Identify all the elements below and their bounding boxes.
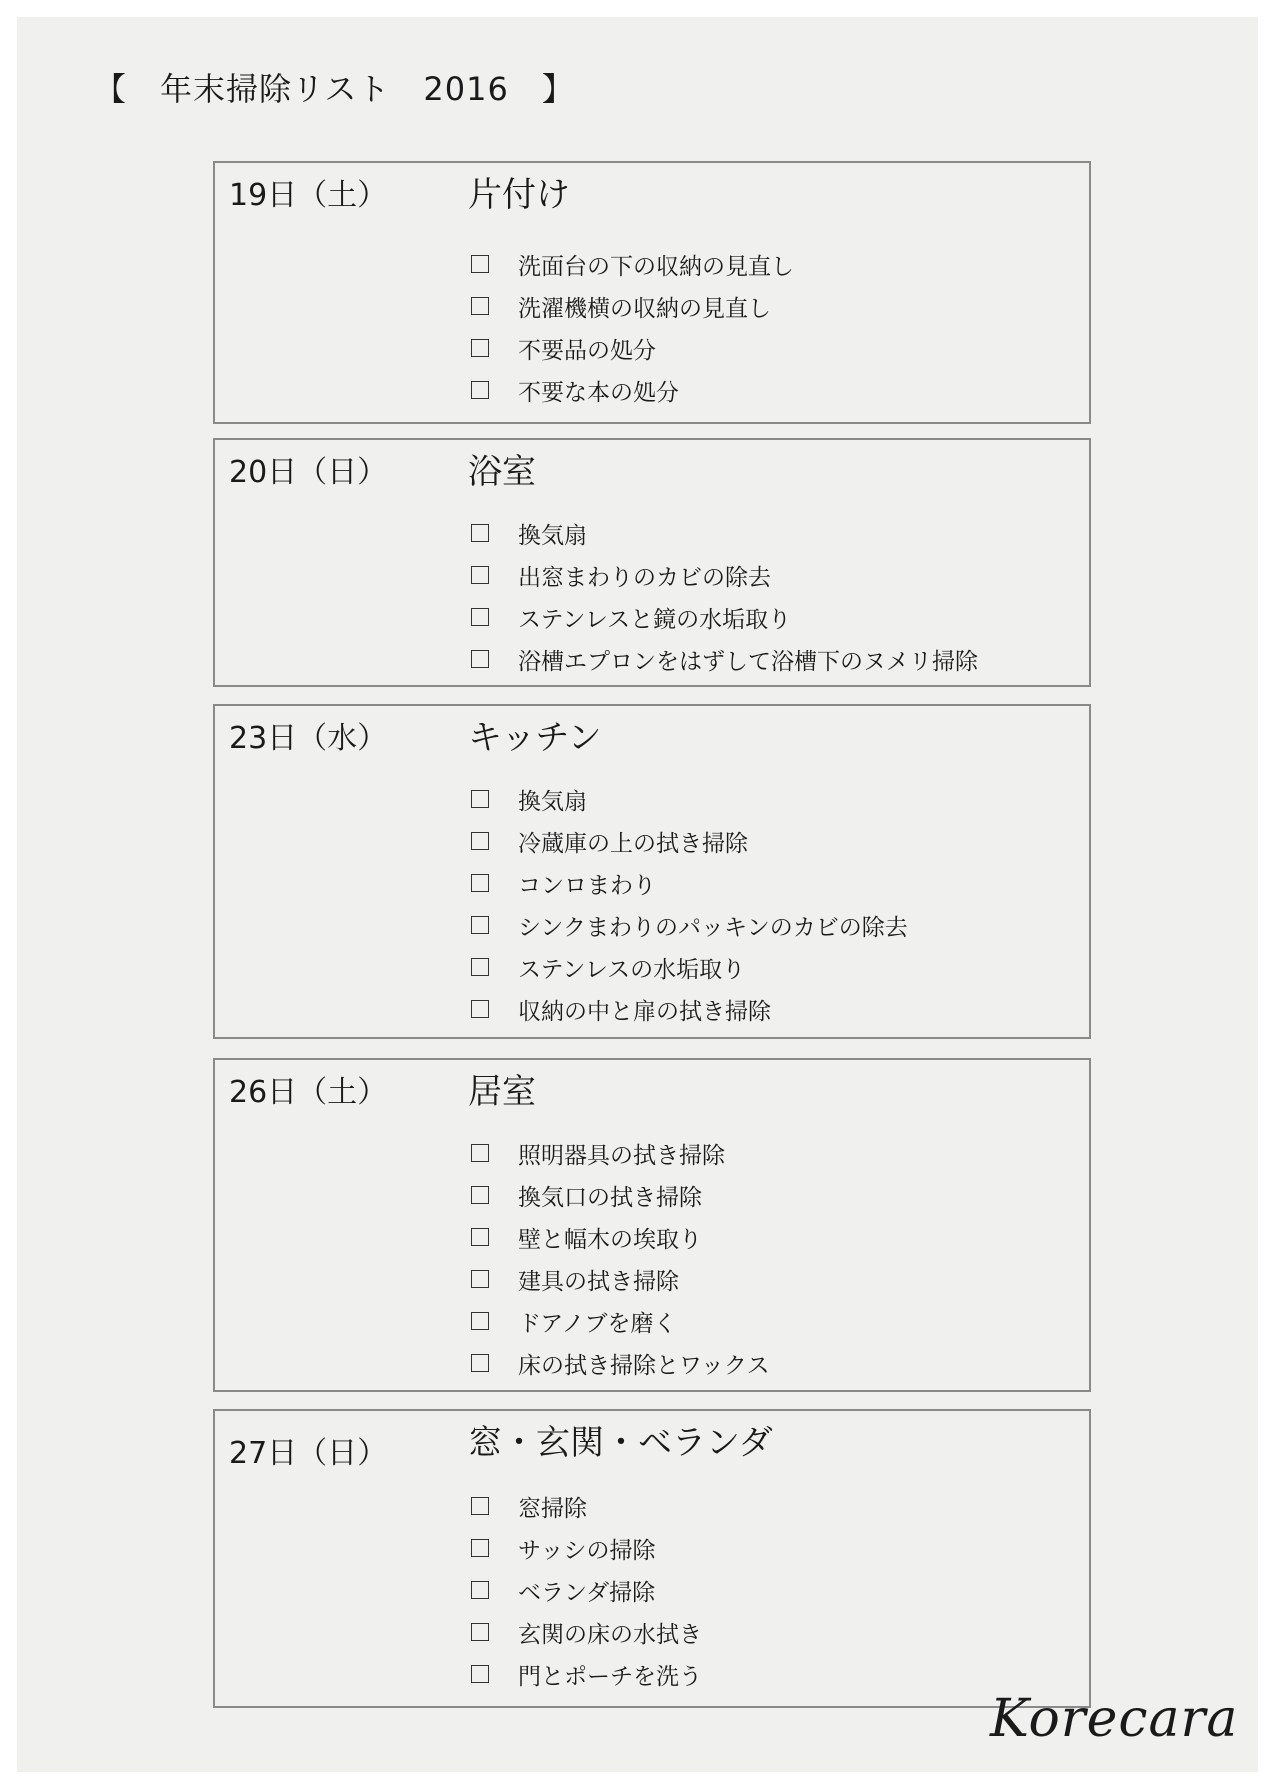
list-item: [471, 1485, 702, 1527]
section-date: 19日（土）: [229, 178, 388, 213]
checkbox-icon[interactable]: [471, 1000, 489, 1018]
list-item: [471, 1300, 770, 1342]
list-item: [471, 1174, 770, 1216]
list-item: [471, 1216, 770, 1258]
checkbox-icon[interactable]: [471, 1270, 489, 1288]
checkbox-icon[interactable]: [471, 1186, 489, 1204]
item-label: ドアノブを磨く: [518, 1310, 677, 1337]
item-label: 換気扇: [518, 522, 587, 549]
list-item: [471, 988, 908, 1030]
item-label: 洗面台の下の収納の見直し: [518, 253, 794, 280]
checkbox-icon[interactable]: [471, 1228, 489, 1246]
checkbox-icon[interactable]: [471, 566, 489, 584]
checkbox-icon[interactable]: [471, 832, 489, 850]
checklist: [471, 1132, 770, 1384]
checkbox-icon[interactable]: [471, 1497, 489, 1515]
checkbox-icon[interactable]: [471, 1623, 489, 1641]
item-label: ステンレスと鏡の水垢取り: [518, 606, 792, 633]
brand-signature: Korecara: [990, 1689, 1239, 1749]
checkbox-icon[interactable]: [471, 916, 489, 934]
item-label: 不要な本の処分: [518, 379, 679, 406]
item-label: 収納の中と扉の拭き掃除: [518, 998, 771, 1025]
item-label: 不要品の処分: [518, 337, 656, 364]
item-label: 照明器具の拭き掃除: [518, 1142, 725, 1169]
item-label: 冷蔵庫の上の拭き掃除: [518, 830, 748, 857]
list-item: [471, 778, 908, 820]
checkbox-icon[interactable]: [471, 255, 489, 273]
list-item: [471, 1132, 770, 1174]
checkbox-icon[interactable]: [471, 958, 489, 976]
list-item: [471, 596, 978, 638]
item-label: 門とポーチを洗う: [518, 1663, 702, 1690]
document-page: [17, 17, 1258, 1772]
list-item: [471, 862, 908, 904]
section-date: 23日（水）: [229, 721, 388, 756]
checkbox-icon[interactable]: [471, 381, 489, 399]
section-living-room: [213, 1058, 1091, 1392]
checkbox-icon[interactable]: [471, 650, 489, 668]
section-heading: キッチン: [468, 718, 602, 758]
checkbox-icon[interactable]: [471, 524, 489, 542]
checkbox-icon[interactable]: [471, 874, 489, 892]
list-item: [471, 1569, 702, 1611]
list-item: [471, 1611, 702, 1653]
list-item: [471, 512, 978, 554]
item-label: 換気扇: [518, 788, 587, 815]
checklist: [471, 243, 794, 411]
section-heading: 片付け: [468, 175, 570, 215]
section-heading: 窓・玄関・ベランダ: [468, 1423, 773, 1463]
section-window-entrance-veranda: [213, 1409, 1091, 1708]
checkbox-icon[interactable]: [471, 608, 489, 626]
checkbox-icon[interactable]: [471, 297, 489, 315]
list-item: [471, 904, 908, 946]
section-heading: 居室: [468, 1072, 536, 1112]
checkbox-icon[interactable]: [471, 1144, 489, 1162]
list-item: [471, 946, 908, 988]
list-item: [471, 243, 794, 285]
item-label: 浴槽エプロンをはずして浴槽下のヌメリ掃除: [518, 648, 978, 675]
checkbox-icon[interactable]: [471, 1581, 489, 1599]
checklist: [471, 1485, 702, 1695]
list-item: [471, 327, 794, 369]
list-item: [471, 1258, 770, 1300]
item-label: 換気口の拭き掃除: [518, 1184, 702, 1211]
section-date: 26日（土）: [229, 1075, 388, 1110]
item-label: コンロまわり: [518, 872, 656, 899]
page-title: 【 年末掃除リスト 2016 】: [94, 70, 575, 108]
checkbox-icon[interactable]: [471, 1665, 489, 1683]
item-label: 出窓まわりのカビの除去: [518, 564, 771, 591]
checkbox-icon[interactable]: [471, 339, 489, 357]
section-heading: 浴室: [468, 452, 536, 492]
item-label: サッシの掃除: [518, 1537, 656, 1564]
section-kitchen: [213, 704, 1091, 1039]
section-cleanup: [213, 161, 1091, 424]
section-date: 20日（日）: [229, 455, 388, 490]
section-bathroom: [213, 438, 1091, 687]
list-item: [471, 1527, 702, 1569]
checkbox-icon[interactable]: [471, 790, 489, 808]
list-item: [471, 1342, 770, 1384]
item-label: ベランダ掃除: [518, 1579, 656, 1606]
item-label: 玄関の床の水拭き: [518, 1621, 702, 1648]
list-item: [471, 820, 908, 862]
section-date: 27日（日）: [229, 1436, 388, 1471]
list-item: [471, 285, 794, 327]
checklist: [471, 778, 908, 1030]
list-item: [471, 1653, 702, 1695]
checkbox-icon[interactable]: [471, 1312, 489, 1330]
item-label: 建具の拭き掃除: [518, 1268, 679, 1295]
item-label: ステンレスの水垢取り: [518, 956, 746, 983]
item-label: 窓掃除: [518, 1495, 587, 1522]
list-item: [471, 369, 794, 411]
checkbox-icon[interactable]: [471, 1539, 489, 1557]
item-label: シンクまわりのパッキンのカビの除去: [518, 914, 908, 941]
checkbox-icon[interactable]: [471, 1354, 489, 1372]
item-label: 洗濯機横の収納の見直し: [518, 295, 771, 322]
list-item: [471, 554, 978, 596]
item-label: 壁と幅木の埃取り: [518, 1226, 702, 1253]
list-item: [471, 638, 978, 680]
checklist: [471, 512, 978, 680]
item-label: 床の拭き掃除とワックス: [518, 1352, 770, 1379]
